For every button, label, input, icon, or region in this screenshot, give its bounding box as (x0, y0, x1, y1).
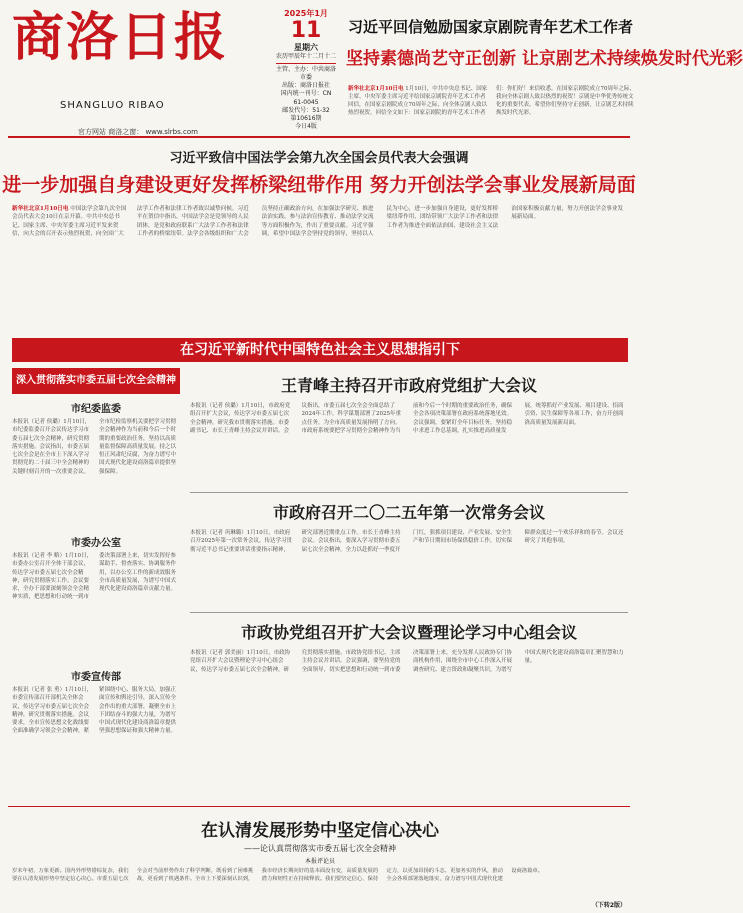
postal-code: 邮发代号：51-32 (282, 106, 330, 114)
commentary-body: 岁末年初，万象更新。国内外形势错综复杂，我们要在认清发展形势中坚定信心决心。市委五届七次全会对当前形势作出了科学判断，既看到了困难挑战，更看到了机遇条件。全市上下要深刻认识到，我市经济长期向好的基本面没有变，高质量发展的潜力和韧性正在持续释放。我们要坚定信心、保持定力，以更加昂扬的斗志、更加务实的作风，推动全会各项部署落地落实，奋力谱写中国式现代化建设商洛篇章。 (12, 868, 543, 882)
masthead-rule (8, 136, 630, 138)
left-column-header: 深入贯彻落实市委五届七次全会精神 (12, 368, 180, 394)
left-section-title[interactable]: 市纪委监委 (71, 404, 121, 415)
top-story-body (348, 86, 636, 136)
issue-box-divider (276, 63, 336, 64)
main-story-dateline: 新华社北京1月10日电 (12, 206, 69, 212)
commentary (12, 816, 628, 908)
issue-number: 第10616期 (290, 114, 322, 122)
issue-weekday: 星期六 (294, 43, 318, 53)
newspaper-pinyin: SHANGLUO RIBAO (60, 100, 165, 111)
top-story-dateline: 新华社北京1月10日电 (348, 86, 404, 92)
commentary-subtitle: ——论认真贯彻落实市委五届七次全会精神 (244, 844, 396, 853)
story-title[interactable]: 王青峰主持召开市政府党组扩大会议 (280, 376, 537, 395)
page-count: 今日4版 (295, 122, 317, 130)
story-title[interactable]: 市政协党组召开扩大会议暨理论学习中心组会议 (240, 623, 577, 642)
publisher-line: 出版：商洛日报社 (281, 82, 330, 90)
left-section-body: 本报讯（记者 李 略）1月10日，市委办公室召开全体干部会议，传达学习市委五届七次全会精神，研究贯彻落实工作。会议要求，全办干部要深刻领会全会精神实质，把思想和行动统一到市委决策部署上来，切实发挥好参谋助手、督查落实、协调服务作用，以办公室工作的新成效服务全市高质量发展，为谱写中国式现代化建设商洛篇章贡献力量。 (12, 553, 177, 601)
issue-info-box (276, 8, 336, 131)
main-story-body (12, 205, 628, 333)
issue-day: 11 (290, 18, 322, 43)
left-section-publicity (12, 668, 180, 816)
story-body: 本报讯（记者 郭美丽）1月10日，市政协党组召开扩大会议暨理论学习中心组会议，传达学习市委五届七次全会精神，研究贯彻落实措施。市政协党组书记、主席主持会议并讲话。会议强调，要坚持党的全面领导，切实把思想和行动统一到市委决策部署上来，充分发挥人民政协专门协商机构作用，围绕全市中心工作深入开展调查研究、建言资政和凝聚共识，为谱写中国式现代化建设商洛篇章汇聚智慧和力量。 (190, 650, 624, 673)
story-title[interactable]: 市政府召开二〇二五年第一次常务会议 (272, 503, 545, 522)
lunar-date: 农历甲辰年十二月十二 (276, 53, 337, 61)
main-story-headline[interactable]: 进一步加强自身建设更好发挥桥梁纽带作用 努力开创法学会事业发展新局面 (2, 174, 636, 196)
left-section-body: 本报讯（记者 侯璐）1月10日，市纪委监委召开会议传达学习市委五届七次全会精神，研究贯彻落实措施。会议指出，市委五届七次全会是在全市上下深入学习贯彻党的二十届三中全会精神的关键时刻召开的一次重要会议。全市纪检监察机关要把学习贯彻全会精神作为当前和今后一个时期的重要政治任务，坚持以高质量监督保障高质量发展，持之以恒正风肃纪反腐，为奋力谱写中国式现代化建设商洛篇章提供坚强保障。 (12, 419, 177, 475)
story-divider (190, 612, 628, 613)
left-section-title[interactable]: 市委宣传部 (71, 672, 121, 683)
story-body: 本报讯（记者 巩琳璐）1月10日，市政府召开2025年第一次常务会议，传达学习贯彻习近平总书记重要讲话重要指示精神，研究部署近期重点工作。市长王青峰主持会议。会议指出，要深入学习贯彻市委五届七次全会精神，全力以赴抓好一季度开门红，狠抓项目建设、产业发展、安全生产和节日期间市场保供稳价工作，切实保障群众度过一个欢乐祥和的春节。会议还研究了其他事项。 (190, 530, 624, 553)
story-cppcc-meeting (190, 620, 628, 799)
main-story-kicker[interactable]: 习近平致信中国法学会第九次全国会员代表大会强调 (169, 151, 469, 166)
commentary-title[interactable]: 在认清发展形势中坚定信心决心 (201, 821, 439, 841)
main-story-text: 中国法学会第九次全国会员代表大会10日在京开幕。中共中央总书记、国家主席、中央军委主席习近平发来贺信，向大会的召开表示热烈祝贺，向全国广大法学工作者和法律工作者致以诚挚问候。习近平在贺信中指出，中国法学会是党领导的人民团体，是党和政府联系广大法学工作者和法律工作者的桥梁纽带。法学会各级组织和广大会员坚持正确政治方向，在加强法学研究、推进法治实践、参与法治宣传教育、推动法学交流等方面积极作为，作出了重要贡献。习近平强调，希望中国法学会坚持党的领导，坚持以人民为中心，进一步加强自身建设，更好发挥桥梁纽带作用，团结带领广大法学工作者和法律工作者为推进全面依法治国、建设社会主义法治国家积极贡献力量，努力开创法学会事业发展新局面。 (12, 206, 624, 238)
cn-number: 国内统一刊号：CN 61-0045 (280, 90, 332, 106)
commentary-rule (8, 806, 630, 807)
issue-year-month: 2025年1月 (284, 9, 328, 18)
continued-notice[interactable]: （下转2版） (591, 902, 626, 909)
top-story-kicker[interactable]: 习近平回信勉励国家京剧院青年艺术工作者 (348, 18, 634, 36)
left-section-body: 本报讯（记者 张 勇）1月10日，市委宣传部召开部机关全体会议，传达学习市委五届七次全会精神，研究贯彻落实措施。会议要求，全市宣传思想文化战线要全面准确学习领会全会精神，紧紧围绕中心、服务大局，加强正面宣传和舆论引导，深入宣传全会作出的重大部署，凝聚全市上下团结奋斗的强大力量，为谱写中国式现代化建设商洛篇章提供坚强思想保证和强大精神力量。 (12, 687, 177, 735)
top-story-text: 1月10日，中共中央总书记、国家主席、中央军委主席习近平给国家京剧院青年艺术工作者回信，在国家京剧院成立70周年之际，向全体京剧人致以热烈祝贺。回信全文如下：国家京剧院的青年艺术工作者们：你们好！来信收悉。在国家京剧院成立70周年之际，我向全体京剧人致以热烈的祝贺！京剧是中华优秀传统文化的重要代表。希望你们坚持守正创新，让京剧艺术持续焕发时代光彩。 (348, 86, 636, 116)
story-government-party (190, 373, 628, 497)
left-section-title[interactable]: 市委办公室 (71, 538, 121, 549)
left-section-office (12, 534, 180, 662)
commentary-byline: 本报评论员 (304, 858, 335, 865)
theme-banner: 在习近平新时代中国特色社会主义思想指引下 (12, 338, 628, 362)
official-website-line[interactable]: 官方网站 商洛之窗： www.slrbs.com (78, 128, 198, 136)
left-section-discipline (12, 400, 180, 528)
story-executive-meeting (190, 500, 628, 619)
left-column (12, 368, 180, 828)
newspaper-logo[interactable]: 商洛日报 (12, 7, 229, 68)
top-story-headline[interactable]: 坚持素德尚艺守正创新 让京剧艺术持续焕发时代光彩 (346, 49, 743, 69)
story-divider (190, 492, 628, 493)
masthead (8, 4, 743, 136)
sponsor-line: 主管、主办：中共商洛市委 (276, 66, 337, 82)
story-body: 本报讯（记者 侯璐）1月10日，市政府党组召开扩大会议，传达学习市委五届七次全会精神，研究我市贯彻落实措施。市委副书记、市长王青峰主持会议并讲话。会议指出，市委五届七次全会全面总结了2024年工作，科学谋划部署了2025年重点任务，为全市高质量发展指明了方向。市政府系统要把学习贯彻全会精神作为当前和今后一个时期的重要政治任务，确保全会各项决策部署在政府系统落地见效。会议强调，要紧盯全年目标任务，坚持稳中求进工作总基调，扎实推进高质量发展，统筹抓好产业发展、项目建设、招商引资、民生保障等各项工作，奋力开创商洛高质量发展新局面。 (190, 403, 624, 434)
